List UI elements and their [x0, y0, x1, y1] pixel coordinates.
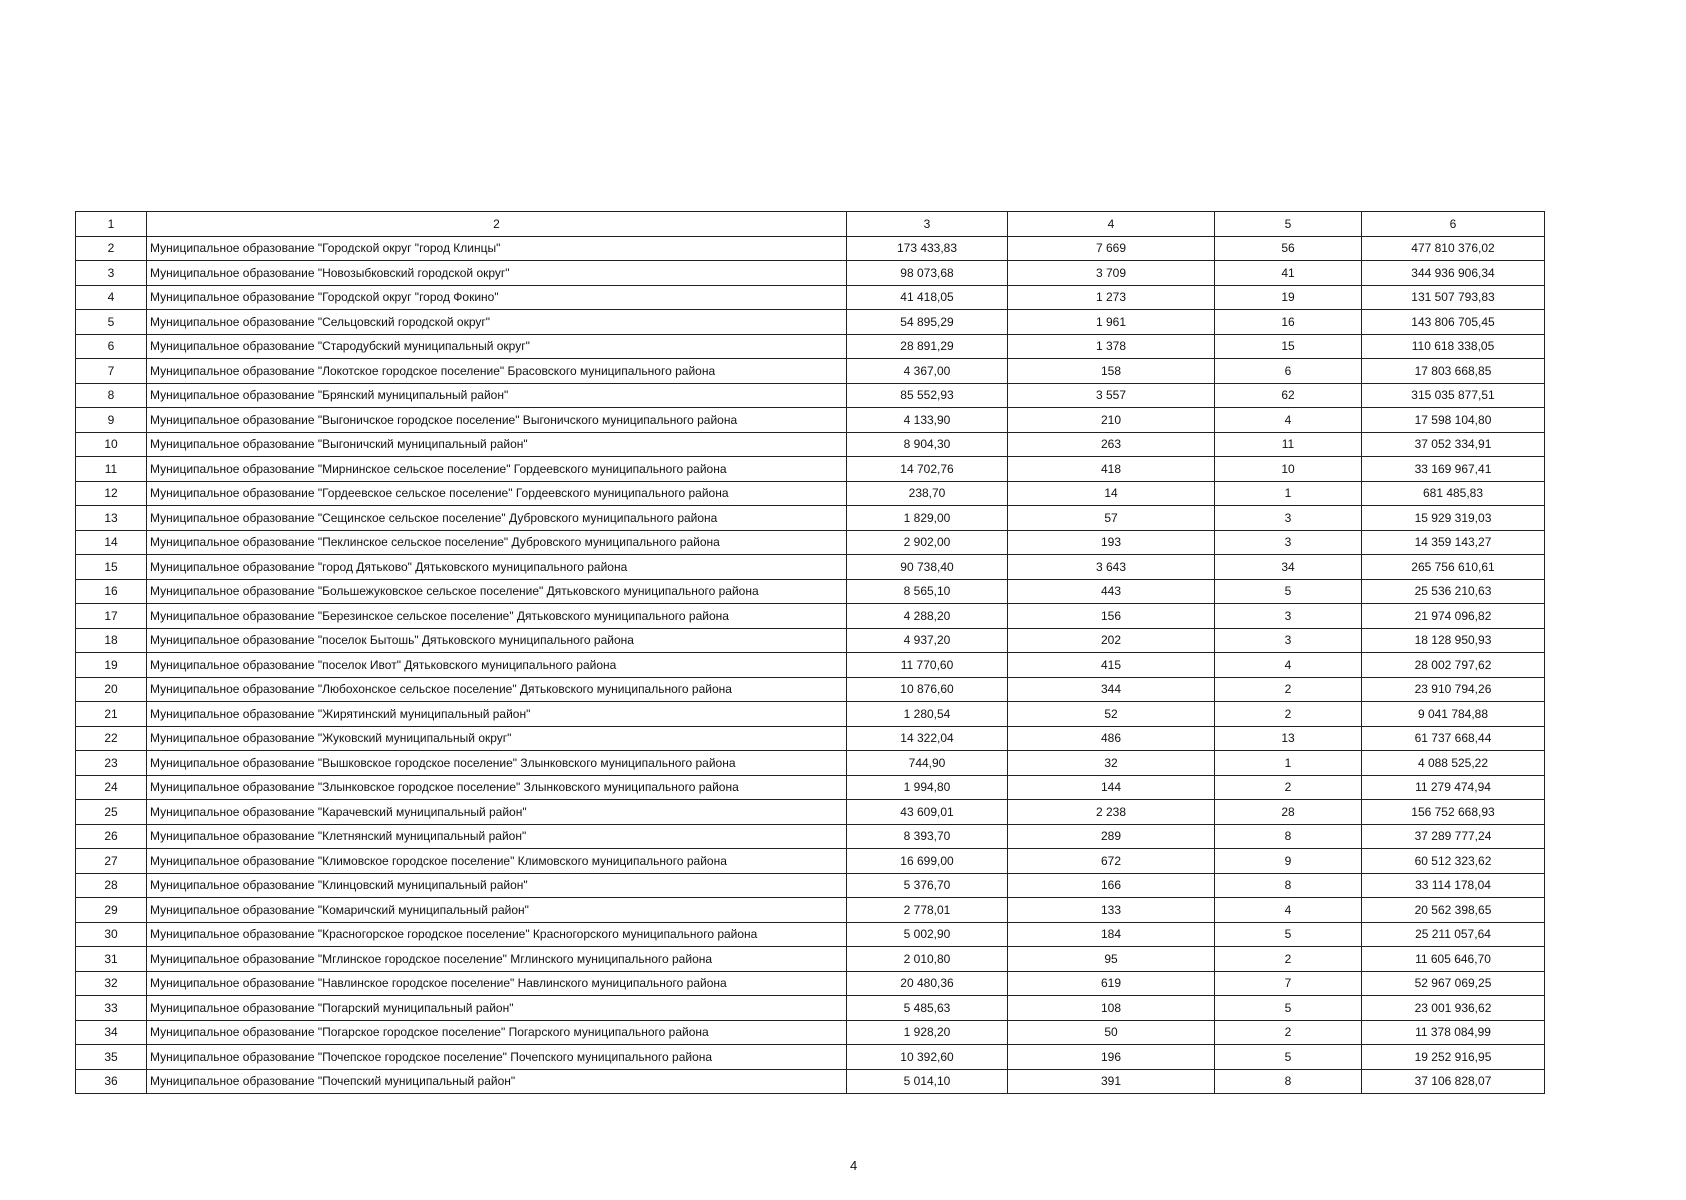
row-number-cell: 10	[76, 432, 147, 457]
quantity-cell: 6	[1215, 359, 1362, 384]
area-cell: 2 778,01	[847, 898, 1008, 923]
amount-cell: 14 359 143,27	[1362, 530, 1545, 555]
row-number-cell: 31	[76, 947, 147, 972]
table-row	[76, 824, 1545, 849]
municipality-name-cell: Муниципальное образование "Любохонское сельское поселение" Дятьковского муниципального района	[147, 677, 847, 702]
quantity-cell: 8	[1215, 1069, 1362, 1094]
municipality-name-cell: Муниципальное образование "Выгоничский муниципальный район"	[147, 432, 847, 457]
table-row	[76, 506, 1545, 531]
amount-cell: 33 114 178,04	[1362, 873, 1545, 898]
municipality-name-cell: Муниципальное образование "Жуковский муниципальный округ"	[147, 726, 847, 751]
amount-cell: 477 810 376,02	[1362, 236, 1545, 261]
area-cell: 173 433,83	[847, 236, 1008, 261]
area-cell: 1 280,54	[847, 702, 1008, 727]
count-cell: 196	[1008, 1045, 1215, 1070]
municipality-name-cell: Муниципальное образование "Новозыбковский городской округ"	[147, 261, 847, 286]
municipality-name-cell: Муниципальное образование "Жирятинский муниципальный район"	[147, 702, 847, 727]
quantity-cell: 15	[1215, 334, 1362, 359]
amount-cell: 37 106 828,07	[1362, 1069, 1545, 1094]
amount-cell: 19 252 916,95	[1362, 1045, 1545, 1070]
table-body	[76, 212, 1545, 1094]
municipality-name-cell: Муниципальное образование "Клинцовский муниципальный район"	[147, 873, 847, 898]
municipality-name-cell: Муниципальное образование "Почепское городское поселение" Почепского муниципального района	[147, 1045, 847, 1070]
quantity-cell: 1	[1215, 751, 1362, 776]
table-row	[76, 359, 1545, 384]
table-row	[76, 800, 1545, 825]
municipality-name-cell: Муниципальное образование "Злынковское городское поселение" Злынковского муниципального района	[147, 775, 847, 800]
table-row	[76, 236, 1545, 261]
quantity-cell: 4	[1215, 653, 1362, 678]
table-row	[76, 604, 1545, 629]
table-row	[76, 383, 1545, 408]
amount-cell: 681 485,83	[1362, 481, 1545, 506]
table-row	[76, 751, 1545, 776]
amount-cell: 131 507 793,83	[1362, 285, 1545, 310]
table-row	[76, 579, 1545, 604]
area-cell: 54 895,29	[847, 310, 1008, 335]
quantity-cell: 9	[1215, 849, 1362, 874]
row-number-cell: 19	[76, 653, 147, 678]
quantity-cell: 2	[1215, 702, 1362, 727]
municipality-name-cell: Муниципальное образование "Клетнянский муниципальный район"	[147, 824, 847, 849]
count-cell: 133	[1008, 898, 1215, 923]
area-cell: 43 609,01	[847, 800, 1008, 825]
municipality-name-cell: Муниципальное образование "Погарский муниципальный район"	[147, 996, 847, 1021]
row-number-cell: 29	[76, 898, 147, 923]
amount-cell: 28 002 797,62	[1362, 653, 1545, 678]
count-cell: 210	[1008, 408, 1215, 433]
area-cell: 20 480,36	[847, 971, 1008, 996]
area-cell: 5 485,63	[847, 996, 1008, 1021]
count-cell: 108	[1008, 996, 1215, 1021]
amount-cell: 60 512 323,62	[1362, 849, 1545, 874]
count-cell: 263	[1008, 432, 1215, 457]
row-number-cell: 17	[76, 604, 147, 629]
quantity-cell: 5	[1215, 996, 1362, 1021]
quantity-cell: 3	[1215, 506, 1362, 531]
row-number-cell: 14	[76, 530, 147, 555]
quantity-cell: 56	[1215, 236, 1362, 261]
amount-cell: 9 041 784,88	[1362, 702, 1545, 727]
table-row	[76, 873, 1545, 898]
area-cell: 4 937,20	[847, 628, 1008, 653]
amount-cell: 33 169 967,41	[1362, 457, 1545, 482]
municipality-name-cell: Муниципальное образование "Городской округ "город Клинцы"	[147, 236, 847, 261]
amount-cell: 156 752 668,93	[1362, 800, 1545, 825]
count-cell: 95	[1008, 947, 1215, 972]
municipality-name-cell: Муниципальное образование "Городской округ "город Фокино"	[147, 285, 847, 310]
municipality-name-cell: Муниципальное образование "Красногорское городское поселение" Красногорского муниципального района	[147, 922, 847, 947]
column-number-2: 2	[147, 212, 847, 237]
table-row	[76, 530, 1545, 555]
quantity-cell: 2	[1215, 775, 1362, 800]
row-number-cell: 25	[76, 800, 147, 825]
amount-cell: 52 967 069,25	[1362, 971, 1545, 996]
row-number-cell: 27	[76, 849, 147, 874]
amount-cell: 17 803 668,85	[1362, 359, 1545, 384]
municipality-name-cell: Муниципальное образование "Березинское сельское поселение" Дятьковского муниципального района	[147, 604, 847, 629]
table-row	[76, 947, 1545, 972]
row-number-cell: 36	[76, 1069, 147, 1094]
table-row	[76, 1020, 1545, 1045]
count-cell: 3 643	[1008, 555, 1215, 580]
municipality-name-cell: Муниципальное образование "Пеклинское сельское поселение" Дубровского муниципального района	[147, 530, 847, 555]
count-cell: 1 273	[1008, 285, 1215, 310]
row-number-cell: 28	[76, 873, 147, 898]
table-row	[76, 481, 1545, 506]
municipality-name-cell: Муниципальное образование "Большежуковское сельское поселение" Дятьковского муниципального района	[147, 579, 847, 604]
area-cell: 14 322,04	[847, 726, 1008, 751]
table-row	[76, 775, 1545, 800]
quantity-cell: 28	[1215, 800, 1362, 825]
table-row	[76, 898, 1545, 923]
area-cell: 16 699,00	[847, 849, 1008, 874]
area-cell: 28 891,29	[847, 334, 1008, 359]
page-number: 4	[850, 1158, 858, 1173]
municipality-name-cell: Муниципальное образование "Погарское городское поселение" Погарского муниципального района	[147, 1020, 847, 1045]
count-cell: 202	[1008, 628, 1215, 653]
amount-cell: 23 910 794,26	[1362, 677, 1545, 702]
area-cell: 8 393,70	[847, 824, 1008, 849]
area-cell: 5 002,90	[847, 922, 1008, 947]
amount-cell: 17 598 104,80	[1362, 408, 1545, 433]
table-row	[76, 996, 1545, 1021]
area-cell: 4 367,00	[847, 359, 1008, 384]
table-row	[76, 408, 1545, 433]
municipality-name-cell: Муниципальное образование "Гордеевское сельское поселение" Гордеевского муниципального района	[147, 481, 847, 506]
count-cell: 158	[1008, 359, 1215, 384]
column-number-1: 1	[76, 212, 147, 237]
municipality-name-cell: Муниципальное образование "Навлинское городское поселение" Навлинского муниципального района	[147, 971, 847, 996]
table-row	[76, 285, 1545, 310]
row-number-cell: 16	[76, 579, 147, 604]
amount-cell: 4 088 525,22	[1362, 751, 1545, 776]
table-row	[76, 555, 1545, 580]
table-row	[76, 1045, 1545, 1070]
area-cell: 4 133,90	[847, 408, 1008, 433]
table-row	[76, 653, 1545, 678]
table-row	[76, 702, 1545, 727]
row-number-cell: 21	[76, 702, 147, 727]
quantity-cell: 5	[1215, 1045, 1362, 1070]
quantity-cell: 5	[1215, 579, 1362, 604]
row-number-cell: 32	[76, 971, 147, 996]
row-number-cell: 12	[76, 481, 147, 506]
row-number-cell: 6	[76, 334, 147, 359]
amount-cell: 110 618 338,05	[1362, 334, 1545, 359]
row-number-cell: 4	[76, 285, 147, 310]
count-cell: 52	[1008, 702, 1215, 727]
amount-cell: 15 929 319,03	[1362, 506, 1545, 531]
area-cell: 8 565,10	[847, 579, 1008, 604]
table-row	[76, 726, 1545, 751]
area-cell: 85 552,93	[847, 383, 1008, 408]
amount-cell: 37 289 777,24	[1362, 824, 1545, 849]
area-cell: 2 010,80	[847, 947, 1008, 972]
table-row	[76, 922, 1545, 947]
table-row	[76, 261, 1545, 286]
amount-cell: 344 936 906,34	[1362, 261, 1545, 286]
count-cell: 3 557	[1008, 383, 1215, 408]
count-cell: 14	[1008, 481, 1215, 506]
amount-cell: 25 536 210,63	[1362, 579, 1545, 604]
area-cell: 744,90	[847, 751, 1008, 776]
municipality-name-cell: Муниципальное образование "Локотское городское поселение" Брасовского муниципального района	[147, 359, 847, 384]
quantity-cell: 8	[1215, 824, 1362, 849]
area-cell: 8 904,30	[847, 432, 1008, 457]
municipality-name-cell: Муниципальное образование "Сещинское сельское поселение" Дубровского муниципального района	[147, 506, 847, 531]
quantity-cell: 8	[1215, 873, 1362, 898]
municipality-name-cell: Муниципальное образование "поселок Ивот" Дятьковского муниципального района	[147, 653, 847, 678]
count-cell: 7 669	[1008, 236, 1215, 261]
count-cell: 166	[1008, 873, 1215, 898]
municipality-name-cell: Муниципальное образование "Выгоничское городское поселение" Выгоничского муниципального района	[147, 408, 847, 433]
count-cell: 619	[1008, 971, 1215, 996]
count-cell: 156	[1008, 604, 1215, 629]
quantity-cell: 3	[1215, 604, 1362, 629]
count-cell: 184	[1008, 922, 1215, 947]
row-number-cell: 7	[76, 359, 147, 384]
row-number-cell: 18	[76, 628, 147, 653]
amount-cell: 37 052 334,91	[1362, 432, 1545, 457]
quantity-cell: 34	[1215, 555, 1362, 580]
row-number-cell: 11	[76, 457, 147, 482]
quantity-cell: 16	[1215, 310, 1362, 335]
quantity-cell: 11	[1215, 432, 1362, 457]
area-cell: 90 738,40	[847, 555, 1008, 580]
quantity-cell: 4	[1215, 898, 1362, 923]
area-cell: 41 418,05	[847, 285, 1008, 310]
quantity-cell: 62	[1215, 383, 1362, 408]
area-cell: 238,70	[847, 481, 1008, 506]
quantity-cell: 13	[1215, 726, 1362, 751]
table-row	[76, 310, 1545, 335]
row-number-cell: 23	[76, 751, 147, 776]
quantity-cell: 2	[1215, 947, 1362, 972]
amount-cell: 21 974 096,82	[1362, 604, 1545, 629]
amount-cell: 315 035 877,51	[1362, 383, 1545, 408]
count-cell: 57	[1008, 506, 1215, 531]
row-number-cell: 30	[76, 922, 147, 947]
table-row	[76, 971, 1545, 996]
row-number-cell: 34	[76, 1020, 147, 1045]
count-cell: 672	[1008, 849, 1215, 874]
municipality-name-cell: Муниципальное образование "город Дятьково" Дятьковского муниципального района	[147, 555, 847, 580]
row-number-cell: 26	[76, 824, 147, 849]
count-cell: 1 378	[1008, 334, 1215, 359]
quantity-cell: 3	[1215, 628, 1362, 653]
amount-cell: 143 806 705,45	[1362, 310, 1545, 335]
column-number-3: 3	[847, 212, 1008, 237]
quantity-cell: 7	[1215, 971, 1362, 996]
count-cell: 2 238	[1008, 800, 1215, 825]
amount-cell: 11 279 474,94	[1362, 775, 1545, 800]
area-cell: 1 829,00	[847, 506, 1008, 531]
column-number-6: 6	[1362, 212, 1545, 237]
count-cell: 193	[1008, 530, 1215, 555]
count-cell: 289	[1008, 824, 1215, 849]
municipality-name-cell: Муниципальное образование "Стародубский муниципальный округ"	[147, 334, 847, 359]
column-number-5: 5	[1215, 212, 1362, 237]
row-number-cell: 22	[76, 726, 147, 751]
municipality-name-cell: Муниципальное образование "Сельцовский городской округ"	[147, 310, 847, 335]
row-number-cell: 9	[76, 408, 147, 433]
quantity-cell: 2	[1215, 677, 1362, 702]
area-cell: 1 994,80	[847, 775, 1008, 800]
amount-cell: 11 378 084,99	[1362, 1020, 1545, 1045]
municipality-name-cell: Муниципальное образование "Брянский муниципальный район"	[147, 383, 847, 408]
row-number-cell: 5	[76, 310, 147, 335]
row-number-cell: 20	[76, 677, 147, 702]
table-row	[76, 849, 1545, 874]
table-row	[76, 432, 1545, 457]
quantity-cell: 5	[1215, 922, 1362, 947]
amount-cell: 61 737 668,44	[1362, 726, 1545, 751]
area-cell: 2 902,00	[847, 530, 1008, 555]
count-cell: 391	[1008, 1069, 1215, 1094]
amount-cell: 20 562 398,65	[1362, 898, 1545, 923]
count-cell: 486	[1008, 726, 1215, 751]
area-cell: 98 073,68	[847, 261, 1008, 286]
row-number-cell: 8	[76, 383, 147, 408]
count-cell: 415	[1008, 653, 1215, 678]
table-row	[76, 334, 1545, 359]
column-number-4: 4	[1008, 212, 1215, 237]
row-number-cell: 24	[76, 775, 147, 800]
table-row	[76, 457, 1545, 482]
area-cell: 1 928,20	[847, 1020, 1008, 1045]
data-table	[75, 211, 1545, 1094]
table-row	[76, 1069, 1545, 1094]
count-cell: 418	[1008, 457, 1215, 482]
area-cell: 5 376,70	[847, 873, 1008, 898]
amount-cell: 11 605 646,70	[1362, 947, 1545, 972]
count-cell: 144	[1008, 775, 1215, 800]
quantity-cell: 10	[1215, 457, 1362, 482]
municipality-name-cell: Муниципальное образование "поселок Бытошь" Дятьковского муниципального района	[147, 628, 847, 653]
count-cell: 1 961	[1008, 310, 1215, 335]
row-number-cell: 33	[76, 996, 147, 1021]
row-number-cell: 15	[76, 555, 147, 580]
row-number-cell: 35	[76, 1045, 147, 1070]
quantity-cell: 41	[1215, 261, 1362, 286]
quantity-cell: 4	[1215, 408, 1362, 433]
count-cell: 32	[1008, 751, 1215, 776]
amount-cell: 265 756 610,61	[1362, 555, 1545, 580]
amount-cell: 18 128 950,93	[1362, 628, 1545, 653]
row-number-cell: 2	[76, 236, 147, 261]
quantity-cell: 1	[1215, 481, 1362, 506]
area-cell: 5 014,10	[847, 1069, 1008, 1094]
municipality-name-cell: Муниципальное образование "Почепский муниципальный район"	[147, 1069, 847, 1094]
amount-cell: 25 211 057,64	[1362, 922, 1545, 947]
table-row	[76, 628, 1545, 653]
area-cell: 4 288,20	[847, 604, 1008, 629]
area-cell: 10 876,60	[847, 677, 1008, 702]
municipality-name-cell: Муниципальное образование "Климовское городское поселение" Климовского муниципального района	[147, 849, 847, 874]
amount-cell: 23 001 936,62	[1362, 996, 1545, 1021]
quantity-cell: 3	[1215, 530, 1362, 555]
quantity-cell: 2	[1215, 1020, 1362, 1045]
municipality-name-cell: Муниципальное образование "Мирнинское сельское поселение" Гордеевского муниципального района	[147, 457, 847, 482]
count-cell: 344	[1008, 677, 1215, 702]
municipality-name-cell: Муниципальное образование "Мглинское городское поселение" Мглинского муниципального района	[147, 947, 847, 972]
row-number-cell: 3	[76, 261, 147, 286]
municipality-name-cell: Муниципальное образование "Комаричский муниципальный район"	[147, 898, 847, 923]
area-cell: 14 702,76	[847, 457, 1008, 482]
row-number-cell: 13	[76, 506, 147, 531]
count-cell: 3 709	[1008, 261, 1215, 286]
table-header-row	[76, 212, 1545, 237]
municipality-name-cell: Муниципальное образование "Вышковское городское поселение" Злынковского муниципального района	[147, 751, 847, 776]
area-cell: 11 770,60	[847, 653, 1008, 678]
count-cell: 443	[1008, 579, 1215, 604]
table-row	[76, 677, 1545, 702]
quantity-cell: 19	[1215, 285, 1362, 310]
count-cell: 50	[1008, 1020, 1215, 1045]
municipality-name-cell: Муниципальное образование "Карачевский муниципальный район"	[147, 800, 847, 825]
area-cell: 10 392,60	[847, 1045, 1008, 1070]
